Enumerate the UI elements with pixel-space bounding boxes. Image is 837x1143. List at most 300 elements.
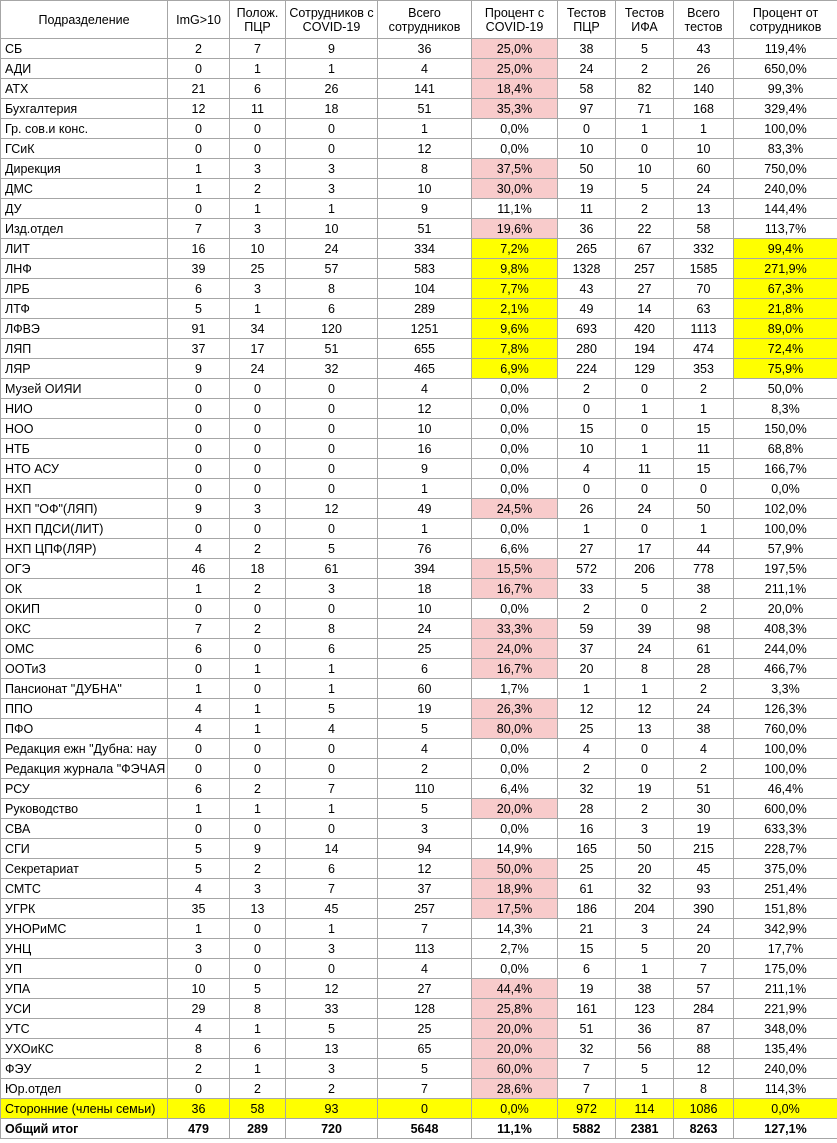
cell-value: 972: [558, 1099, 616, 1119]
cell-value: 0,0%: [472, 119, 558, 139]
cell-department-name: Руководство: [1, 799, 168, 819]
table-row: [1, 299, 837, 319]
cell-value: 114,3%: [734, 1079, 837, 1099]
cell-value: 98: [674, 619, 734, 639]
total-value: 479: [168, 1119, 230, 1139]
cell-value: 5: [378, 799, 472, 819]
cell-value: 13: [616, 719, 674, 739]
cell-value: 3: [286, 1059, 378, 1079]
cell-value: 0: [674, 479, 734, 499]
cell-value: 43: [558, 279, 616, 299]
table-row: [1, 639, 837, 659]
cell-value: 32: [286, 359, 378, 379]
cell-value: 4: [378, 379, 472, 399]
cell-value: 0: [230, 139, 286, 159]
cell-value: 70: [674, 279, 734, 299]
cell-department-name: СВА: [1, 819, 168, 839]
cell-value: 36: [558, 219, 616, 239]
cell-value: 20: [616, 859, 674, 879]
cell-value: 8: [616, 659, 674, 679]
cell-value: 0: [616, 739, 674, 759]
cell-value: 33: [558, 579, 616, 599]
cell-department-name: ППО: [1, 699, 168, 719]
cell-value: 24: [230, 359, 286, 379]
cell-value: 6: [286, 639, 378, 659]
cell-value: 2: [674, 599, 734, 619]
cell-department-name: ФЭУ: [1, 1059, 168, 1079]
cell-value: 1113: [674, 319, 734, 339]
cell-value: 7,2%: [472, 239, 558, 259]
cell-value: 206: [616, 559, 674, 579]
table-row: [1, 239, 837, 259]
cell-value: 5: [616, 179, 674, 199]
cell-value: 128: [378, 999, 472, 1019]
cell-value: 11: [558, 199, 616, 219]
cell-department-name: НОО: [1, 419, 168, 439]
cell-value: 33,3%: [472, 619, 558, 639]
table-row: [1, 359, 837, 379]
cell-value: 3: [286, 159, 378, 179]
cell-value: 45: [674, 859, 734, 879]
cell-value: 25: [558, 719, 616, 739]
cell-value: 19: [558, 179, 616, 199]
cell-department-name: НХП "ОФ"(ЛЯП): [1, 499, 168, 519]
cell-value: 0,0%: [472, 419, 558, 439]
cell-value: 1: [168, 919, 230, 939]
column-header-total-tests: Всего тестов: [674, 1, 734, 39]
cell-value: 1: [558, 519, 616, 539]
cell-value: 0: [230, 819, 286, 839]
cell-value: 7: [168, 219, 230, 239]
cell-value: 0: [168, 659, 230, 679]
cell-department-name: Редакция ежн "Дубна: нау: [1, 739, 168, 759]
cell-value: 63: [674, 299, 734, 319]
cell-value: 1328: [558, 259, 616, 279]
cell-department-name: ГСиК: [1, 139, 168, 159]
cell-value: 10: [378, 179, 472, 199]
cell-value: 26: [558, 499, 616, 519]
cell-value: 2: [286, 1079, 378, 1099]
cell-value: 89,0%: [734, 319, 837, 339]
cell-value: 25: [378, 639, 472, 659]
total-value: 289: [230, 1119, 286, 1139]
cell-department-name: Секретариат: [1, 859, 168, 879]
cell-value: 12: [378, 139, 472, 159]
cell-department-name: СБ: [1, 39, 168, 59]
cell-value: 26,3%: [472, 699, 558, 719]
cell-value: 15: [558, 419, 616, 439]
cell-value: 51: [378, 219, 472, 239]
cell-value: 572: [558, 559, 616, 579]
cell-value: 24: [286, 239, 378, 259]
total-value: 127,1%: [734, 1119, 837, 1139]
table-row: [1, 1059, 837, 1079]
cell-value: 19: [674, 819, 734, 839]
cell-value: 2: [616, 799, 674, 819]
cell-department-name: ОГЭ: [1, 559, 168, 579]
cell-value: 18: [378, 579, 472, 599]
cell-value: 10: [558, 139, 616, 159]
cell-value: 0: [168, 439, 230, 459]
cell-value: 6,9%: [472, 359, 558, 379]
cell-value: 57,9%: [734, 539, 837, 559]
cell-value: 5: [286, 539, 378, 559]
cell-value: 12: [378, 399, 472, 419]
cell-value: 36: [616, 1019, 674, 1039]
cell-value: 0,0%: [472, 1099, 558, 1119]
cell-value: 6: [168, 279, 230, 299]
cell-value: 1: [674, 519, 734, 539]
table-row: [1, 839, 837, 859]
cell-department-name: ЛРБ: [1, 279, 168, 299]
cell-value: 0: [168, 59, 230, 79]
total-value: 2381: [616, 1119, 674, 1139]
cell-value: 3: [230, 499, 286, 519]
cell-value: 67: [616, 239, 674, 259]
cell-value: 0,0%: [472, 819, 558, 839]
cell-value: 0,0%: [472, 139, 558, 159]
cell-department-name: ЛФВЭ: [1, 319, 168, 339]
cell-value: 2: [674, 379, 734, 399]
cell-value: 1: [230, 719, 286, 739]
cell-value: 12: [558, 699, 616, 719]
column-header-percent-of-employees: Процент от сотрудников: [734, 1, 837, 39]
cell-value: 10: [230, 239, 286, 259]
cell-value: 6: [378, 659, 472, 679]
cell-value: 24: [674, 699, 734, 719]
cell-value: 9: [230, 839, 286, 859]
cell-value: 60,0%: [472, 1059, 558, 1079]
cell-value: 141: [378, 79, 472, 99]
cell-value: 0: [378, 1099, 472, 1119]
cell-value: 0,0%: [472, 479, 558, 499]
cell-value: 1: [230, 299, 286, 319]
cell-value: 5: [168, 299, 230, 319]
cell-value: 24,5%: [472, 499, 558, 519]
cell-value: 37: [168, 339, 230, 359]
total-value: 5648: [378, 1119, 472, 1139]
cell-value: 4: [558, 739, 616, 759]
cell-department-name: Изд.отдел: [1, 219, 168, 239]
cell-value: 353: [674, 359, 734, 379]
cell-value: 0: [230, 599, 286, 619]
cell-value: 0: [286, 739, 378, 759]
cell-value: 7: [558, 1059, 616, 1079]
cell-value: 4: [558, 459, 616, 479]
cell-value: 30: [674, 799, 734, 819]
cell-value: 6: [230, 79, 286, 99]
cell-value: 46: [168, 559, 230, 579]
cell-department-name: АТХ: [1, 79, 168, 99]
cell-value: 693: [558, 319, 616, 339]
total-value: 11,1%: [472, 1119, 558, 1139]
cell-value: 10: [558, 439, 616, 459]
cell-value: 2: [558, 379, 616, 399]
cell-department-name: УПА: [1, 979, 168, 999]
cell-value: 58: [558, 79, 616, 99]
table-row: [1, 979, 837, 999]
cell-value: 15: [674, 459, 734, 479]
cell-value: 3: [230, 219, 286, 239]
cell-value: 38: [674, 579, 734, 599]
cell-department-name: НИО: [1, 399, 168, 419]
cell-value: 24: [378, 619, 472, 639]
cell-value: 15,5%: [472, 559, 558, 579]
cell-value: 50: [674, 499, 734, 519]
cell-value: 135,4%: [734, 1039, 837, 1059]
cell-value: 10: [168, 979, 230, 999]
cell-value: 0: [230, 519, 286, 539]
cell-value: 27: [378, 979, 472, 999]
cell-value: 0: [168, 739, 230, 759]
cell-value: 21: [558, 919, 616, 939]
cell-department-name: Музей ОИЯИ: [1, 379, 168, 399]
cell-department-name: ООТиЗ: [1, 659, 168, 679]
cell-value: 13: [230, 899, 286, 919]
cell-value: 6,4%: [472, 779, 558, 799]
table-row: [1, 119, 837, 139]
cell-department-name: НХП ПДСИ(ЛИТ): [1, 519, 168, 539]
cell-value: 0: [286, 759, 378, 779]
cell-value: 20: [674, 939, 734, 959]
cell-value: 394: [378, 559, 472, 579]
table-row: [1, 859, 837, 879]
table-row: [1, 399, 837, 419]
cell-department-name: Бухгалтерия: [1, 99, 168, 119]
cell-value: 6: [286, 299, 378, 319]
cell-value: 25: [230, 259, 286, 279]
cell-value: 211,1%: [734, 579, 837, 599]
cell-value: 93: [286, 1099, 378, 1119]
cell-value: 0: [168, 519, 230, 539]
cell-value: 16,7%: [472, 579, 558, 599]
cell-value: 9,6%: [472, 319, 558, 339]
cell-department-name: НХП ЦПФ(ЛЯР): [1, 539, 168, 559]
cell-value: 251,4%: [734, 879, 837, 899]
cell-value: 119,4%: [734, 39, 837, 59]
table-row: [1, 419, 837, 439]
cell-value: 465: [378, 359, 472, 379]
cell-value: 1: [230, 1019, 286, 1039]
cell-value: 51: [558, 1019, 616, 1039]
cell-value: 10: [378, 599, 472, 619]
cell-value: 2: [230, 619, 286, 639]
cell-value: 0,0%: [472, 959, 558, 979]
cell-value: 240,0%: [734, 179, 837, 199]
cell-value: 144,4%: [734, 199, 837, 219]
cell-value: 9: [286, 39, 378, 59]
cell-department-name: ЛЯР: [1, 359, 168, 379]
cell-value: 2: [616, 59, 674, 79]
cell-value: 0,0%: [472, 459, 558, 479]
table-row: [1, 739, 837, 759]
cell-value: 0: [168, 419, 230, 439]
cell-value: 7: [230, 39, 286, 59]
cell-value: 13: [674, 199, 734, 219]
cell-value: 390: [674, 899, 734, 919]
cell-value: 1: [286, 799, 378, 819]
cell-value: 165: [558, 839, 616, 859]
cell-department-name: УГРК: [1, 899, 168, 919]
table-row: [1, 1019, 837, 1039]
cell-value: 19: [616, 779, 674, 799]
cell-value: 44: [674, 539, 734, 559]
cell-value: 20: [558, 659, 616, 679]
cell-value: 110: [378, 779, 472, 799]
table-row: [1, 479, 837, 499]
cell-value: 9: [168, 499, 230, 519]
cell-value: 221,9%: [734, 999, 837, 1019]
cell-value: 49: [378, 499, 472, 519]
cell-value: 2: [558, 599, 616, 619]
cell-value: 0: [286, 399, 378, 419]
cell-value: 37,5%: [472, 159, 558, 179]
cell-value: 0: [168, 459, 230, 479]
table-row: [1, 759, 837, 779]
cell-department-name: УП: [1, 959, 168, 979]
cell-value: 36: [378, 39, 472, 59]
cell-value: 12: [286, 979, 378, 999]
cell-value: 5: [378, 1059, 472, 1079]
cell-value: 35: [168, 899, 230, 919]
cell-department-name: РСУ: [1, 779, 168, 799]
cell-value: 27: [616, 279, 674, 299]
cell-value: 61: [286, 559, 378, 579]
cell-value: 28: [674, 659, 734, 679]
cell-value: 0,0%: [472, 439, 558, 459]
cell-value: 466,7%: [734, 659, 837, 679]
cell-value: 0: [230, 439, 286, 459]
table-row: [1, 599, 837, 619]
cell-value: 100,0%: [734, 739, 837, 759]
table-row: [1, 959, 837, 979]
cell-value: 24: [674, 919, 734, 939]
cell-value: 1: [230, 799, 286, 819]
cell-value: 32: [558, 779, 616, 799]
cell-value: 12: [378, 859, 472, 879]
cell-value: 51: [378, 99, 472, 119]
cell-value: 197,5%: [734, 559, 837, 579]
cell-department-name: УСИ: [1, 999, 168, 1019]
cell-value: 0: [168, 819, 230, 839]
cell-value: 2: [230, 779, 286, 799]
cell-value: 204: [616, 899, 674, 919]
cell-department-name: УХОиКС: [1, 1039, 168, 1059]
cell-value: 1086: [674, 1099, 734, 1119]
cell-value: 18: [286, 99, 378, 119]
cell-value: 650,0%: [734, 59, 837, 79]
table-row: [1, 259, 837, 279]
table-row: [1, 159, 837, 179]
cell-value: 67,3%: [734, 279, 837, 299]
cell-value: 1: [674, 119, 734, 139]
cell-value: 1: [230, 1059, 286, 1079]
cell-value: 0: [168, 119, 230, 139]
table-row: [1, 219, 837, 239]
cell-value: 0: [286, 459, 378, 479]
table-row: [1, 179, 837, 199]
cell-value: 34: [230, 319, 286, 339]
cell-value: 50: [616, 839, 674, 859]
cell-value: 0: [616, 139, 674, 159]
cell-value: 50,0%: [734, 379, 837, 399]
cell-value: 65: [378, 1039, 472, 1059]
cell-value: 44,4%: [472, 979, 558, 999]
table-row: [1, 339, 837, 359]
cell-value: 38: [558, 39, 616, 59]
cell-value: 12: [168, 99, 230, 119]
cell-value: 1: [230, 199, 286, 219]
table-row: [1, 999, 837, 1019]
cell-value: 113,7%: [734, 219, 837, 239]
cell-value: 4: [378, 739, 472, 759]
cell-value: 43: [674, 39, 734, 59]
cell-value: 750,0%: [734, 159, 837, 179]
cell-value: 76: [378, 539, 472, 559]
cell-value: 6: [168, 639, 230, 659]
cell-value: 5: [616, 939, 674, 959]
cell-value: 9: [378, 459, 472, 479]
cell-value: 45: [286, 899, 378, 919]
cell-value: 10: [286, 219, 378, 239]
cell-value: 0,0%: [472, 599, 558, 619]
cell-value: 228,7%: [734, 839, 837, 859]
table-row: [1, 819, 837, 839]
cell-value: 100,0%: [734, 759, 837, 779]
cell-value: 0: [286, 479, 378, 499]
cell-value: 1: [378, 479, 472, 499]
cell-value: 20,0%: [472, 1019, 558, 1039]
cell-value: 4: [168, 1019, 230, 1039]
cell-value: 0: [230, 639, 286, 659]
cell-department-name: Дирекция: [1, 159, 168, 179]
cell-value: 11: [674, 439, 734, 459]
cell-value: 1: [378, 119, 472, 139]
table-row: [1, 459, 837, 479]
cell-value: 10: [378, 419, 472, 439]
cell-value: 14: [616, 299, 674, 319]
cell-value: 1: [674, 399, 734, 419]
cell-value: 0,0%: [472, 379, 558, 399]
cell-value: 12: [674, 1059, 734, 1079]
cell-department-name: ЛНФ: [1, 259, 168, 279]
cell-value: 18: [230, 559, 286, 579]
cell-value: 215: [674, 839, 734, 859]
cell-department-name: ДМС: [1, 179, 168, 199]
cell-value: 0: [230, 419, 286, 439]
cell-value: 6: [286, 859, 378, 879]
cell-value: 151,8%: [734, 899, 837, 919]
cell-value: 3,3%: [734, 679, 837, 699]
cell-value: 16,7%: [472, 659, 558, 679]
table-row: [1, 659, 837, 679]
table-row: [1, 619, 837, 639]
table-row: [1, 779, 837, 799]
cell-value: 0,0%: [734, 1099, 837, 1119]
cell-value: 342,9%: [734, 919, 837, 939]
cell-department-name: Редакция журнала "ФЭЧАЯ: [1, 759, 168, 779]
cell-department-name: ОК: [1, 579, 168, 599]
cell-value: 2: [230, 179, 286, 199]
cell-value: 3: [230, 879, 286, 899]
table-row: [1, 1039, 837, 1059]
cell-value: 25: [558, 859, 616, 879]
cell-value: 9: [378, 199, 472, 219]
cell-value: 26: [674, 59, 734, 79]
column-header-pcr-tests: Тестов ПЦР: [558, 1, 616, 39]
cell-value: 0,0%: [734, 479, 837, 499]
cell-department-name: Гр. сов.и конс.: [1, 119, 168, 139]
